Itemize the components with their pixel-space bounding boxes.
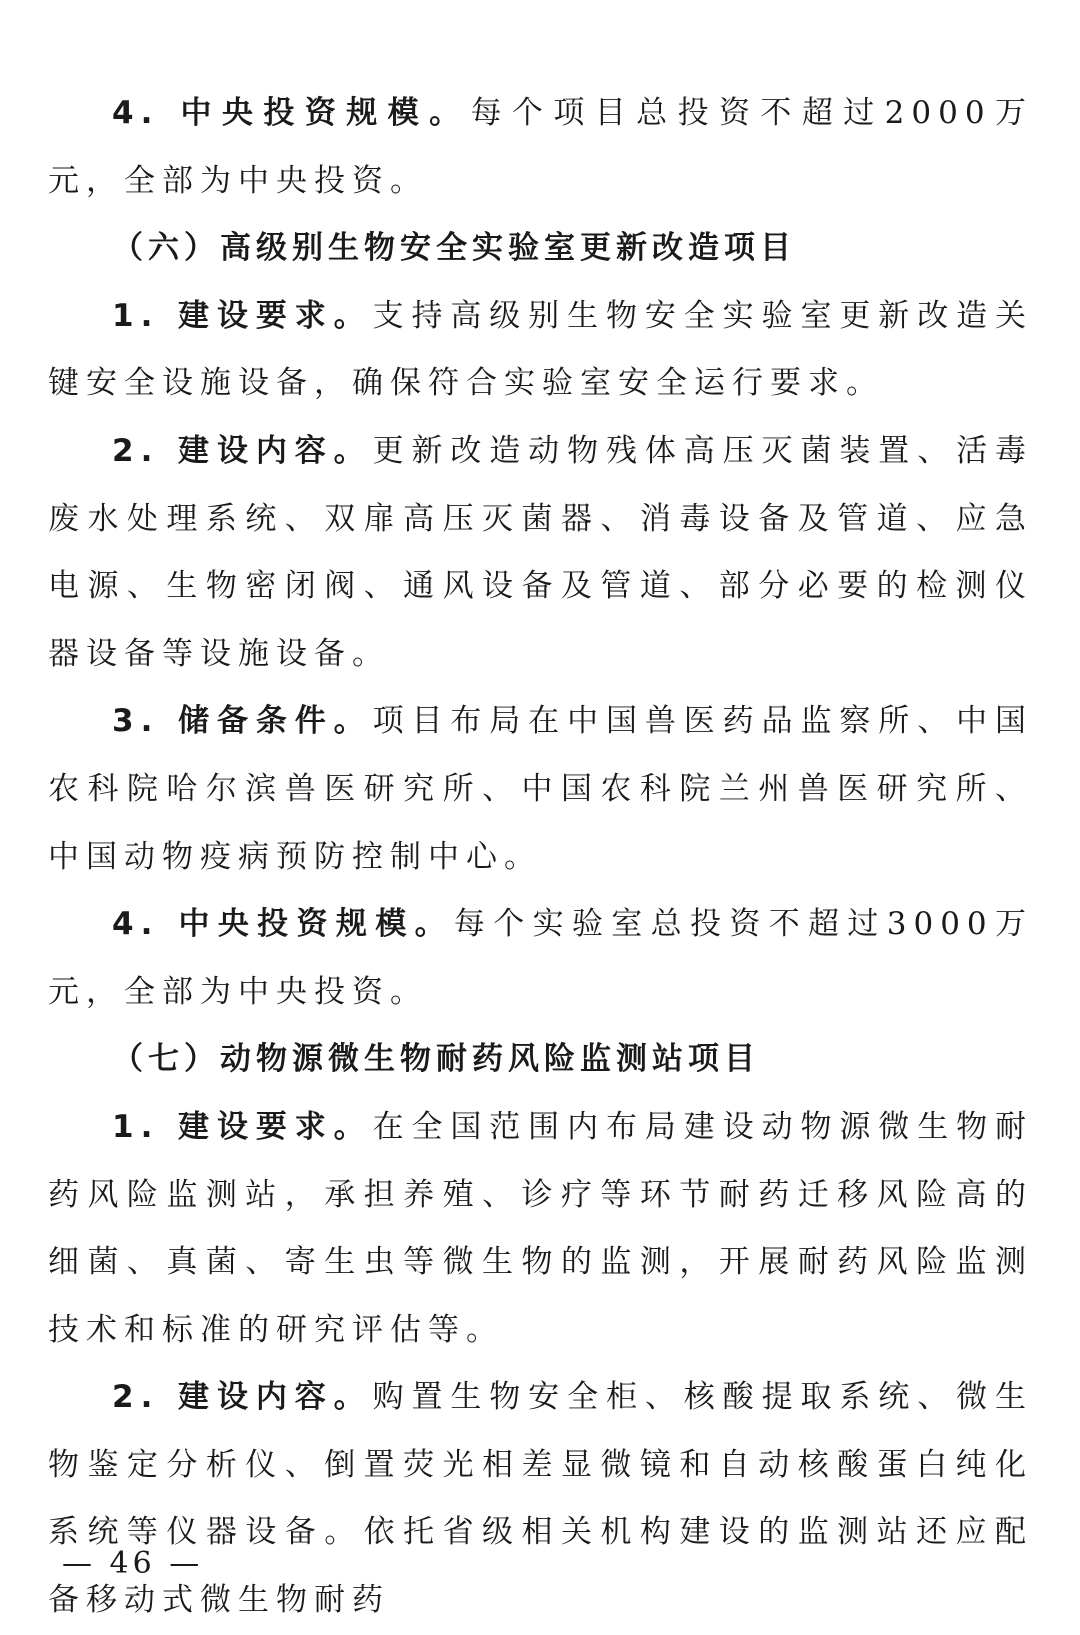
paragraph-lead: 2. 建设内容。 xyxy=(112,1379,373,1416)
paragraph-investment-scale-2 xyxy=(48,891,1033,1026)
paragraph-lead: 4. 中央投资规模。 xyxy=(112,95,471,131)
paragraph-text: 购置生物安全柜、核酸提取系统、微生物鉴定分析仪、倒置荧光相差显微镜和自动核酸蛋白纯化系统等仪器设备。依托省级相关机构建设的监测站还应配备移动式微生物耐药 xyxy=(48,1379,1034,1619)
paragraph-text: 每个实验室总投资不超过3000万元，全部为中央投资。 xyxy=(48,906,1033,1010)
paragraph-text: 更新改造动物残体高压灭菌装置、活毒废水处理系统、双扉高压灭菌器、消毒设备及管道、应急电源、生物密闭阀、通风设备及管道、部分必要的检测仪器设备等设施设备。 xyxy=(48,432,1034,672)
paragraph-text: 每个项目总投资不超过2000万元，全部为中央投资。 xyxy=(48,95,1033,199)
paragraph-requirements-1 xyxy=(48,283,1033,418)
paragraph-content-1 xyxy=(48,418,1033,688)
paragraph-reserve-conditions xyxy=(48,688,1033,891)
section-heading-seven: （七）动物源微生物耐药风险监测站项目 xyxy=(112,1041,760,1078)
paragraph-lead: 1. 建设要求。 xyxy=(112,297,373,334)
paragraph-content-2 xyxy=(48,1364,1033,1634)
paragraph-text: 支持高级别生物安全实验室更新改造关键安全设施设备，确保符合实验室安全运行要求。 xyxy=(48,297,1034,402)
document-body xyxy=(48,80,1033,1635)
page-number: — 46 — xyxy=(62,1546,204,1581)
paragraph-requirements-2 xyxy=(48,1094,1033,1364)
paragraph-investment-scale-1 xyxy=(48,80,1033,215)
paragraph-lead: 1. 建设要求。 xyxy=(112,1108,373,1145)
paragraph-text: 在全国范围内布局建设动物源微生物耐药风险监测站，承担养殖、诊疗等环节耐药迁移风险高的细菌、真菌、寄生虫等微生物的监测，开展耐药风险监测技术和标准的研究评估等。 xyxy=(48,1108,1034,1348)
paragraph-text: 项目布局在中国兽医药品监察所、中国农科院哈尔滨兽医研究所、中国农科院兰州兽医研究所、中国动物疫病预防控制中心。 xyxy=(48,703,1034,875)
paragraph-lead: 4. 中央投资规模。 xyxy=(112,906,454,943)
paragraph-lead: 2. 建设内容。 xyxy=(112,432,373,469)
paragraph-lead: 3. 储备条件。 xyxy=(112,703,373,740)
section-heading-six: （六）高级别生物安全实验室更新改造项目 xyxy=(112,230,796,267)
